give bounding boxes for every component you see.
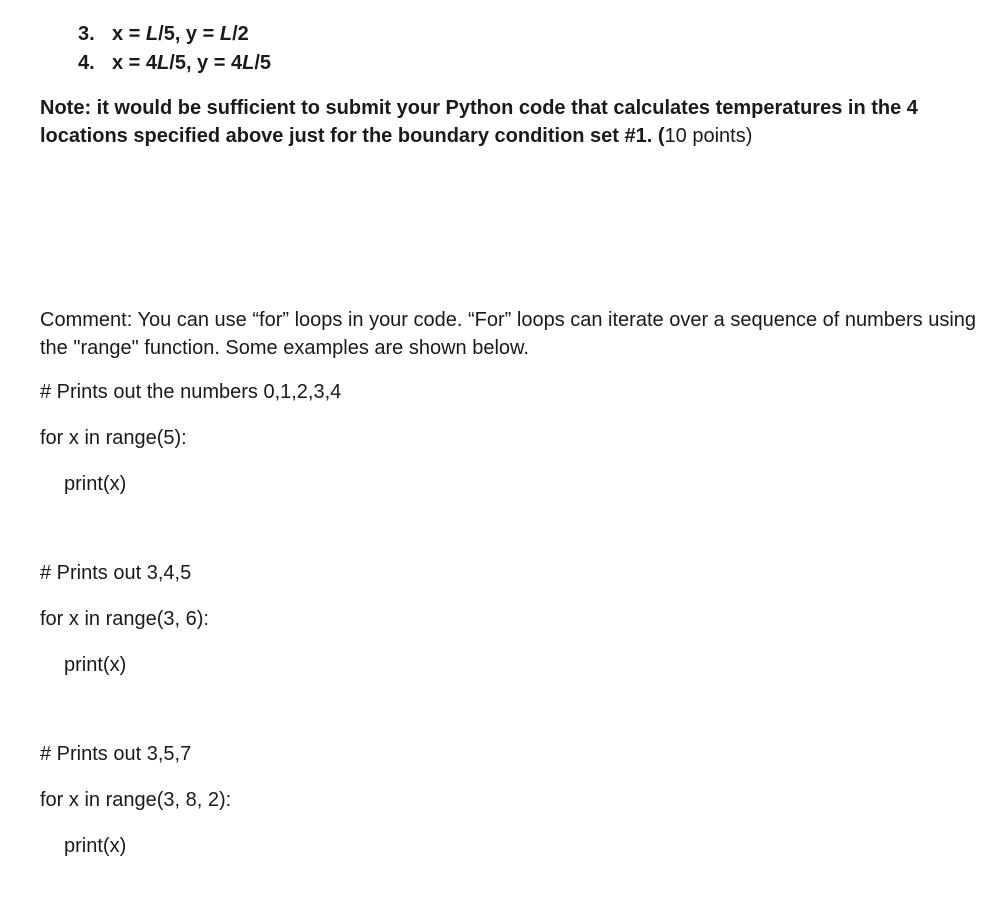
- list-item-4: [78, 51, 271, 75]
- example-2-print-line: print(x): [64, 654, 127, 676]
- example-1-print-line: print(x): [64, 473, 127, 495]
- example-1-comment: # Prints out the numbers 0,1,2,3,4: [40, 381, 342, 403]
- x-label: x = 4: [112, 52, 158, 74]
- example-3-for-line: for x in range(3, 8, 2):: [40, 789, 232, 811]
- example-3-comment: # Prints out 3,5,7: [40, 743, 192, 765]
- example-2-for-line: for x in range(3, 6):: [40, 608, 209, 630]
- note-bold-text: Note: it would be sufficient to submit your Python code that calculates temperatures in the 4 locations specified above just for the boundary condition set #1. (: [40, 97, 918, 147]
- y-rest: /2: [232, 23, 249, 45]
- y-variable: L: [242, 52, 255, 74]
- x-rest: /5, y = 4: [169, 52, 243, 74]
- note-paragraph: [40, 94, 995, 150]
- x-variable: L: [157, 52, 170, 74]
- comment-paragraph: Comment: You can use “for” loops in your code. “For” loops can iterate over a sequence of numbers using the "range" function. Some examples are shown below.: [40, 309, 977, 359]
- list-item-3: [78, 22, 249, 46]
- note-points: 10 points): [664, 125, 753, 147]
- example-1-for-line: for x in range(5):: [40, 427, 187, 449]
- x-variable: L: [145, 23, 159, 45]
- list-number: 4.: [78, 52, 95, 74]
- x-label: x =: [112, 23, 146, 45]
- list-number: 3.: [78, 23, 95, 45]
- example-2-comment: # Prints out 3,4,5: [40, 562, 192, 584]
- y-rest: /5: [254, 52, 272, 74]
- y-variable: L: [219, 23, 233, 45]
- x-rest: /5, y =: [158, 23, 220, 45]
- example-3-print-line: print(x): [64, 835, 127, 857]
